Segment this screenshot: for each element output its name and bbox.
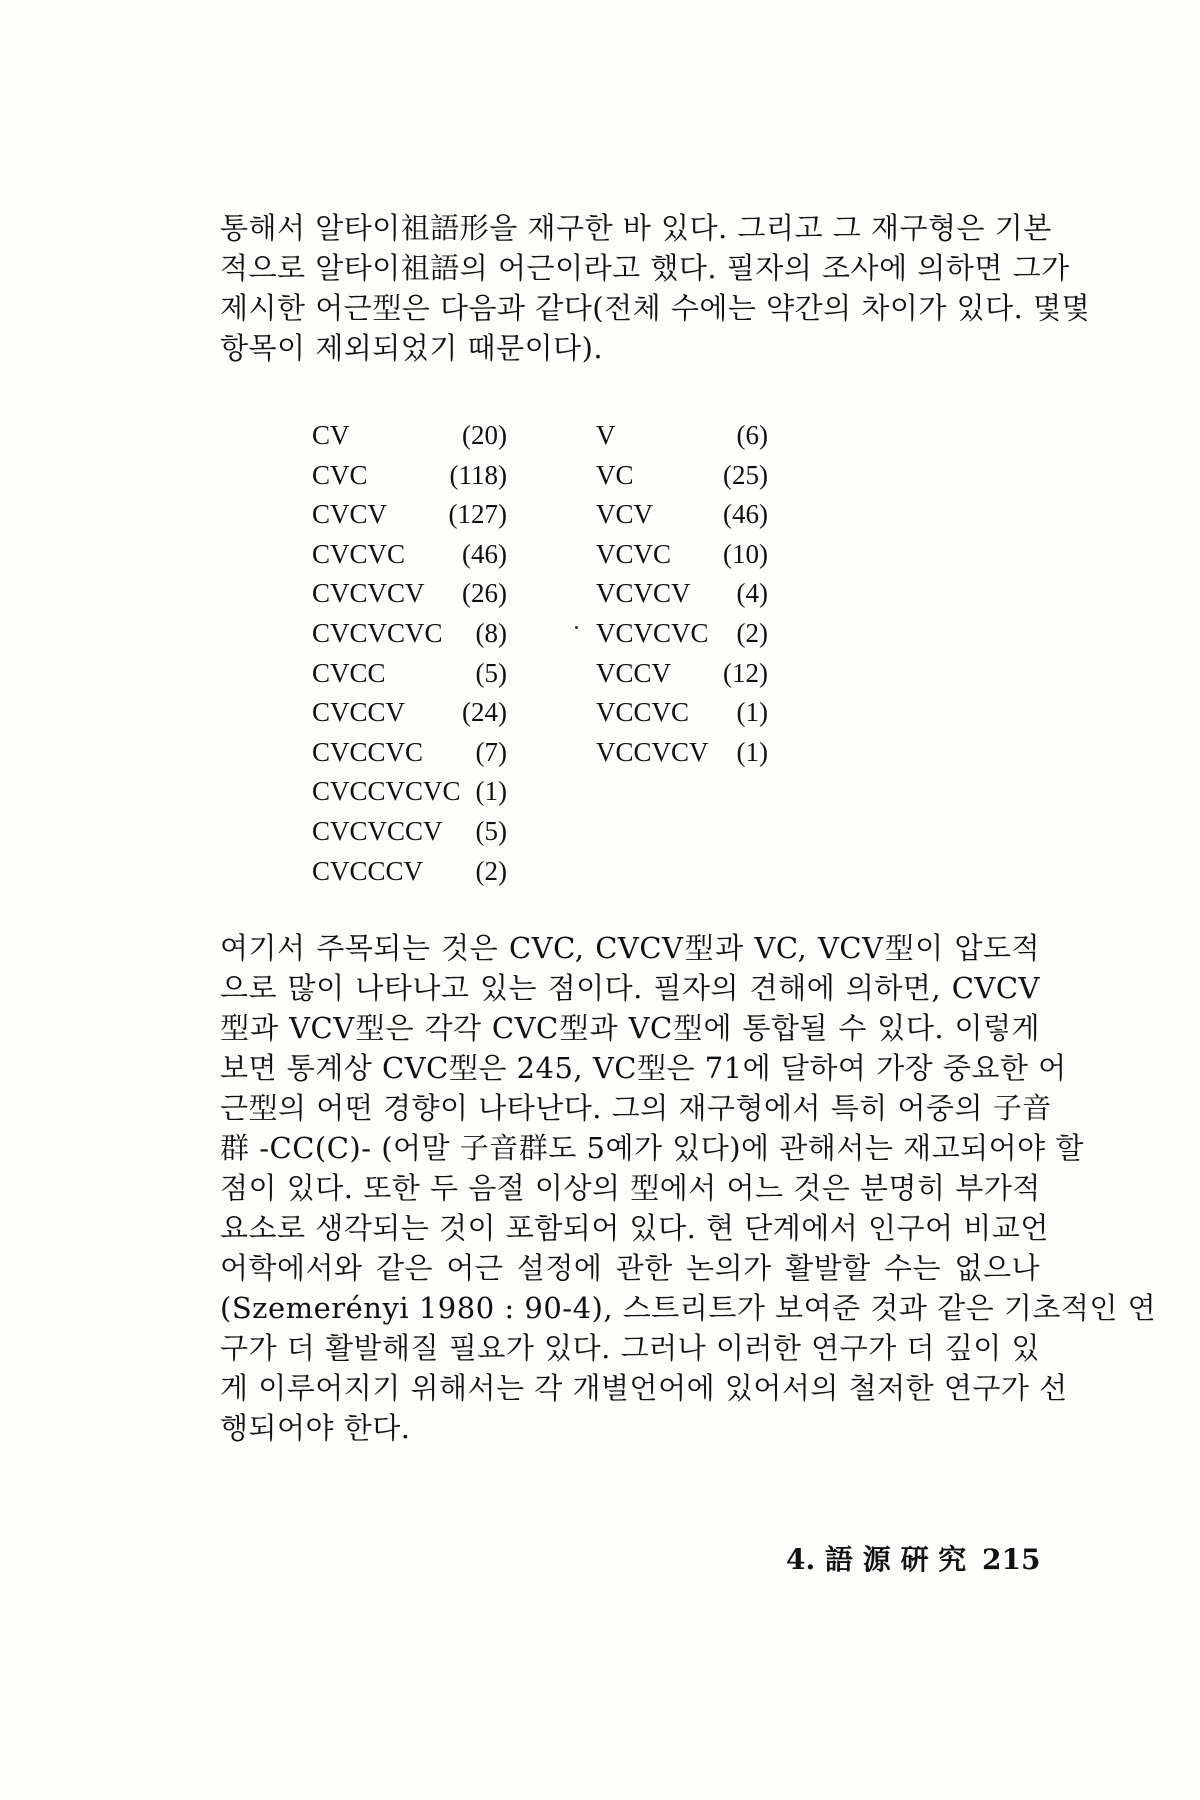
text-line: 보면 통계상 CVC型은 245, VC型은 71에 달하여 가장 중요한 어 xyxy=(220,1051,1067,1085)
syllable-count: (25) xyxy=(723,459,768,490)
table-row xyxy=(596,654,768,694)
syllable-pattern: VCVCVC xyxy=(596,617,709,648)
text-line: 적으로 알타이祖語의 어근이라고 했다. 필자의 조사에 의하면 그가 xyxy=(220,251,1070,285)
text-line: 구가 더 활발해질 필요가 있다. 그러나 이러한 연구가 더 깊이 있 xyxy=(220,1331,1040,1365)
syllable-pattern: CVCV xyxy=(312,499,388,530)
running-footer xyxy=(780,1538,1040,1578)
syllable-count: (127) xyxy=(448,499,507,530)
syllable-pattern: VCVC xyxy=(596,538,672,569)
text-line: 점이 있다. 또한 두 음절 이상의 型에서 어느 것은 분명히 부가적 xyxy=(220,1171,1041,1205)
text-line: 으로 많이 나타나고 있는 점이다. 필자의 견해에 의하면, CVCV xyxy=(220,971,1040,1005)
syllable-pattern: CVCVCVC xyxy=(312,617,443,648)
syllable-count: (6) xyxy=(736,420,768,450)
text-line: 여기서 주목되는 것은 CVC, CVCV型과 VC, VCV型이 압도적 xyxy=(220,931,1040,965)
syllable-count: (20) xyxy=(462,420,507,450)
table-row xyxy=(596,574,768,614)
text-line: 근型의 어떤 경향이 나타난다. 그의 재구형에서 특히 어중의 子音 xyxy=(220,1091,1052,1125)
syllable-count: (10) xyxy=(723,538,768,569)
syllable-count: (12) xyxy=(723,657,768,688)
syllable-count: (7) xyxy=(475,736,507,767)
table-row xyxy=(312,654,507,694)
table-row xyxy=(596,614,768,654)
syllable-count: (5) xyxy=(475,815,507,846)
table-row xyxy=(312,416,507,456)
body-paragraph-2 xyxy=(220,928,1157,1448)
syllable-count: (46) xyxy=(462,538,507,569)
syllable-count: (2) xyxy=(736,617,768,648)
syllable-pattern: CVCVCV xyxy=(312,578,425,609)
syllable-pattern: V xyxy=(596,420,616,450)
syllable-pattern: CVCCCV xyxy=(312,855,424,886)
print-speck xyxy=(575,626,578,629)
syllable-count: (26) xyxy=(462,578,507,609)
table-row xyxy=(312,852,507,892)
table-row xyxy=(312,614,507,654)
table-row xyxy=(596,535,768,575)
text-line: 항목이 제외되었기 때문이다). xyxy=(220,331,604,365)
table-row xyxy=(312,495,507,535)
section-title: 4. 語 源 硏 究 xyxy=(786,1543,967,1576)
syllable-count: (46) xyxy=(723,499,768,530)
table-row xyxy=(596,693,768,733)
table-row xyxy=(312,733,507,773)
table-row xyxy=(312,812,507,852)
syllable-pattern: CV xyxy=(312,420,350,450)
syllable-pattern: CVCC xyxy=(312,657,386,688)
text-line: 어학에서와 같은 어근 설정에 관한 논의가 활발할 수는 없으나 xyxy=(220,1251,1040,1285)
syllable-count: (24) xyxy=(462,697,507,728)
text-line: 제시한 어근型은 다음과 같다(전체 수에는 약간의 차이가 있다. 몇몇 xyxy=(220,291,1091,325)
syllable-pattern: VCCVC xyxy=(596,697,690,728)
syllable-pattern: CVCCVCVC xyxy=(312,776,461,807)
syllable-count: (118) xyxy=(449,459,507,490)
syllable-table-right xyxy=(596,416,768,772)
syllable-count: (2) xyxy=(475,855,507,886)
syllable-count: (1) xyxy=(736,736,768,767)
syllable-pattern: CVC xyxy=(312,459,368,490)
syllable-pattern: CVCVCCV xyxy=(312,815,443,846)
syllable-pattern: VCV xyxy=(596,499,654,530)
syllable-pattern: CVCVC xyxy=(312,538,406,569)
syllable-pattern: VCCVCV xyxy=(596,736,709,767)
text-line: 통해서 알타이祖語形을 재구한 바 있다. 그리고 그 재구형은 기본 xyxy=(220,211,1052,245)
table-row xyxy=(596,456,768,496)
text-line: 群 -CC(C)- (어말 子音群도 5예가 있다)에 관해서는 재고되어야 할 xyxy=(220,1131,1084,1165)
text-line: 게 이루어지기 위해서는 각 개별언어에 있어서의 철저한 연구가 선 xyxy=(220,1371,1068,1405)
syllable-pattern: VCCV xyxy=(596,657,672,688)
table-row xyxy=(312,772,507,812)
table-row xyxy=(312,456,507,496)
text-line: 型과 VCV型은 각각 CVC型과 VC型에 통합될 수 있다. 이렇게 xyxy=(220,1011,1040,1045)
syllable-count: (1) xyxy=(736,697,768,728)
table-row xyxy=(596,495,768,535)
syllable-pattern: CVCCV xyxy=(312,697,406,728)
table-row xyxy=(312,535,507,575)
table-row xyxy=(312,693,507,733)
syllable-pattern: VCVCV xyxy=(596,578,691,609)
text-line: (Szemerényi 1980 : 90-4), 스트리트가 보여준 것과 같은 기초적인 연 xyxy=(220,1291,1157,1325)
syllable-count: (8) xyxy=(475,617,507,648)
syllable-table-left xyxy=(312,416,507,891)
page-number: 215 xyxy=(981,1543,1041,1576)
body-paragraph-1 xyxy=(220,208,1091,368)
table-row xyxy=(596,416,768,456)
text-line: 행되어야 한다. xyxy=(220,1411,411,1445)
text-line: 요소로 생각되는 것이 포함되어 있다. 현 단계에서 인구어 비교언 xyxy=(220,1211,1049,1245)
syllable-count: (4) xyxy=(736,578,768,609)
syllable-pattern: VC xyxy=(596,459,634,490)
syllable-pattern: CVCCVC xyxy=(312,736,424,767)
syllable-count: (5) xyxy=(475,657,507,688)
syllable-count: (1) xyxy=(475,776,507,807)
table-row xyxy=(596,733,768,773)
table-row xyxy=(312,574,507,614)
